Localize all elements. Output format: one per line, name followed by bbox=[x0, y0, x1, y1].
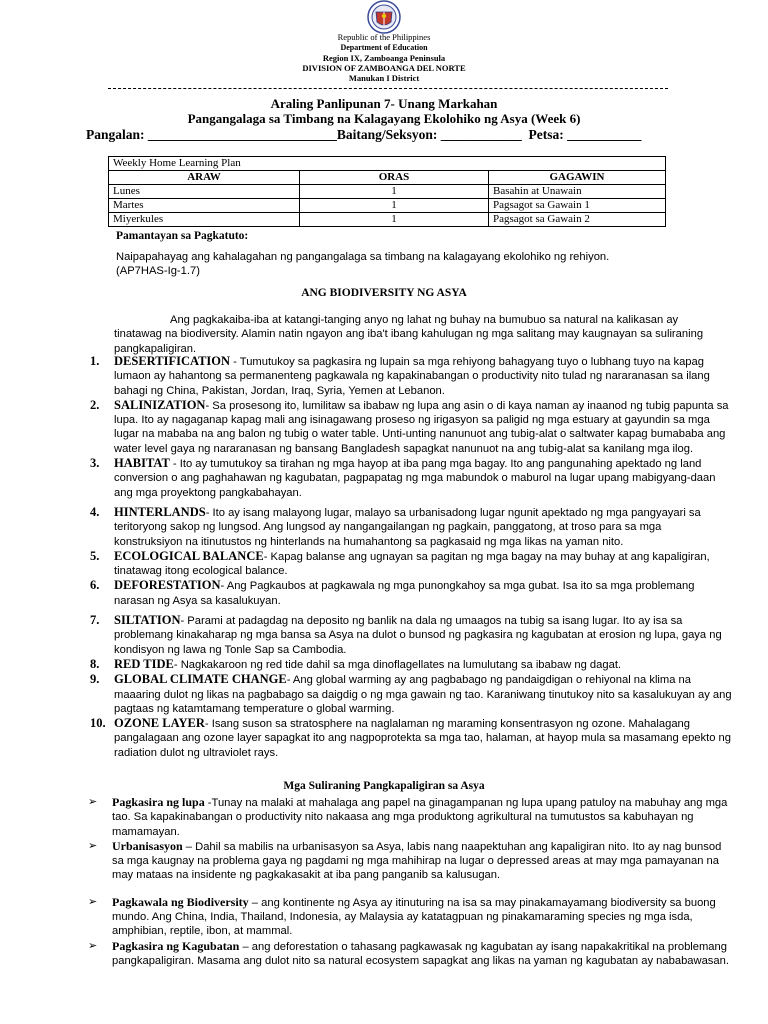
table-cell: Lunes bbox=[109, 185, 300, 199]
table-cell: Basahin at Unawain bbox=[489, 185, 666, 199]
problems-list bbox=[86, 795, 732, 968]
standard-label: Pamantayan sa Pagkatuto: bbox=[116, 230, 249, 242]
list-item: 2. SALINIZATION- Sa prosesong ito, lumilitaw sa ibabaw ng lupa ang asin o di kaya naman ay inaanod ng tubig papunta sa lupa. Ito ay nagaganap kapag mali ang isinagawang proseso ng irigasyon sa paligid ng mga estuary at gayundin sa mga lugar na mababa na ang balon ng tubig o water table. Unti-unting nanunuot ang tubig-alat o saltwater kapag bumababa ang water level gaya ng nararanasan ng bansang Bangladesh sapagkat nanunuot na ang tubig-alat sa kanilang mga ilog. bbox=[90, 397, 729, 455]
table-cell: Pagsagot sa Gawain 1 bbox=[489, 199, 666, 213]
table-cell: 1 bbox=[300, 213, 489, 227]
list-item: 7. SILTATION- Parami at padagdag na deposito ng banlik na dala ng umaagos na tubig sa isang lugar. Ito ay isa sa problemang kinakaharap ng mga bansa sa Asya na dulot o bunsod ng pagkasira ng kagubatan at erosion ng lupa, gaya ng kondisyon ng lawa ng Tonle Sap sa Cambodia. bbox=[90, 613, 722, 656]
arrow-bullet-icon: ➢ bbox=[88, 839, 98, 852]
table-cell: 1 bbox=[300, 185, 489, 199]
list-item: 3. HABITAT - Ito ay tumutukoy sa tirahan ng mga hayop at iba pang mga bagay. Ito ang pangunahing apektado ng land conversion o ang paghahawan ng kagubatan, pagpapatag ng mga mabundok o maburol na lugar upang mabigyang-daan ang mga proyektong pangkabahayan. bbox=[90, 456, 716, 499]
list-item: 5. ECOLOGICAL BALANCE- Kapag balanse ang ugnayan sa pagitan ng mga bagay na may buhay at ang kapaligiran, tinatawag itong ecological balance. bbox=[90, 548, 710, 578]
deped-seal-logo bbox=[364, 0, 404, 34]
list-item: ➢ Urbanisasyon – Dahil sa mabilis na urbanisasyon sa Asya, labis nang naapektuhan ang kapaligiran nito. Ito ay nag bunsod sa mga kaugnay na problema gaya ng pagdami ng mga mahihirap na lugar o depressed areas at may mga pamayanan na may mataas na insidente ng pagkakasakit at iba pang panganib sa kalusugan. bbox=[88, 838, 722, 882]
district-line: Manukan I District bbox=[348, 73, 420, 83]
standard-code: (AP7HAS-Ig-1.7) bbox=[116, 265, 200, 278]
student-info-line: Pangalan: ____________________________Baitang/Seksyon: ____________ Petsa: ___________ bbox=[86, 127, 642, 142]
region-line: Region IX, Zamboanga Peninsula bbox=[322, 53, 446, 63]
list-item: ➢ Pagkasira ng lupa -Tunay na malaki at mahalaga ang papel na ginagampanan ng lupa upang patuloy na mabuhay ang mga tao. Sa kapakinabangan o productivity nito nakaasa ang mga produktong agrikultural na tumutustos sa kabuhayan ng mamamayan. bbox=[88, 795, 728, 838]
department-line: Department of Education bbox=[340, 43, 428, 52]
section-title: Mga Suliraning Pangkapaligiran sa Asya bbox=[283, 780, 485, 792]
list-item: 4. HINTERLANDS- Ito ay isang malayong lugar, malayo sa urbanisadong lugar ngunit apektado ng mga pangyayari sa teritoryong sakop ng lungsod. Ang lungsod ay nangangailangan ng pagkain, panggatong, at troso para sa mga konstruksiyon na itinutustos ng hinterlands na humahantong sa pagkasaid ng mga likas na yaman nito. bbox=[90, 504, 701, 548]
weekly-plan-table bbox=[108, 156, 666, 227]
list-item: 1. DESERTIFICATION - Tumutukoy sa pagkasira ng lupain sa mga rehiyong bahagyang tuyo o lubhang tuyo na kapag lumaon ay hahantong sa permanenteng pagkawala ng kapakinabangan o productivity nito tulad ng nararanasan sa ilang bahagi ng China, Pakistan, Jordan, Iraq, Syria, Yemen at Lebanon. bbox=[90, 354, 710, 397]
table-cell: 1 bbox=[300, 199, 489, 213]
standard-statement: Naipapahayag ang kahalagahan ng pangangalaga sa timbang na kalagayang ekolohiko ng rehiyon. bbox=[116, 251, 610, 263]
republic-line: Republic of the Philippines bbox=[337, 32, 431, 42]
lesson-title: Pangangalaga sa Timbang na Kalagayang Ekolohiko ng Asya (Week 6) bbox=[187, 111, 581, 126]
column-header: ARAW bbox=[109, 171, 300, 185]
subject-title: Araling Panlipunan 7- Unang Markahan bbox=[270, 96, 498, 111]
standard-text bbox=[116, 250, 736, 279]
column-header: ORAS bbox=[300, 171, 489, 185]
list-item: 8. RED TIDE- Nagkakaroon ng red tide dahil sa mga dinoflagellates na lumulutang sa ibabaw ng dagat. bbox=[90, 656, 622, 671]
arrow-bullet-icon: ➢ bbox=[88, 895, 98, 908]
table-row bbox=[109, 199, 666, 213]
terms-list bbox=[86, 354, 732, 760]
table-cell: Pagsagot sa Gawain 2 bbox=[489, 213, 666, 227]
arrow-bullet-icon: ➢ bbox=[88, 939, 98, 952]
header-divider bbox=[108, 88, 668, 89]
arrow-bullet-icon: ➢ bbox=[88, 796, 98, 808]
table-cell: Martes bbox=[109, 199, 300, 213]
table-row bbox=[109, 213, 666, 227]
division-line: DIVISION OF ZAMBOANGA DEL NORTE bbox=[302, 63, 466, 73]
list-item: 9. GLOBAL CLIMATE CHANGE- Ang global warming ay ang pagbabago ng pandaigdigan o rehiyonal na klima na maaaring dulot ng likas na pagbabago sa daigdig o ng mga gawain ng tao. Karaniwang tinutukoy nito sa kasalukuyan ay ang pagtaas ng katamtamang temperature o global warming. bbox=[90, 672, 732, 715]
table-caption: Weekly Home Learning Plan bbox=[109, 157, 666, 171]
column-header: GAGAWIN bbox=[489, 171, 666, 185]
intro-paragraph: Ang pagkakaiba-iba at katangi-tanging anyo ng lahat ng buhay na bumubuo sa natural na kalikasan ay tinatawag na biodiversity. Alamin natin ngayon ang iba't ibang kahulugan ng mga salitang may kaugnayan sa suliraning pangkapaligiran. bbox=[114, 314, 704, 355]
section-title: ANG BIODIVERSITY NG ASYA bbox=[301, 287, 467, 299]
table-cell: Miyerkules bbox=[109, 213, 300, 227]
list-item: 6. DEFORESTATION- Ang Pagkaubos at pagkawala ng mga punongkahoy sa mga gubat. Isa ito sa mga problemang narasan ng Asya sa kasalukuyan. bbox=[90, 578, 695, 607]
list-item: ➢ Pagkawala ng Biodiversity – ang kontinente ng Asya ay itinuturing na isa sa may pinakamayamang biodiversity sa buong mundo. Ang China, India, Thailand, Indonesia, ay Malaysia ay katatagpuan ng pinakamaraming species ng mga isda, amphibian, reptile, ibon, at mammal. bbox=[88, 894, 716, 938]
table-row bbox=[109, 185, 666, 199]
list-item: ➢ Pagkasira ng Kagubatan – ang deforestation o tahasang pagkawasak ng kagubatan ay isang napakakritikal na problemang pangkapaligiran. Masama ang dulot nito sa natural ecosystem sapagkat ang likas na yaman ng kagubatan ay nababawasan. bbox=[88, 938, 729, 967]
list-item: 10. OZONE LAYER- Isang suson sa stratosphere na naglalaman ng maraming konsentrasyon ng ozone. Mahalagang pangalagaan ang ozone layer sapagkat ito ang nagpoprotekta sa mga tao, halaman, at hayop mula sa masamang epekto ng radiation dulot ng ultraviolet rays. bbox=[90, 716, 731, 759]
